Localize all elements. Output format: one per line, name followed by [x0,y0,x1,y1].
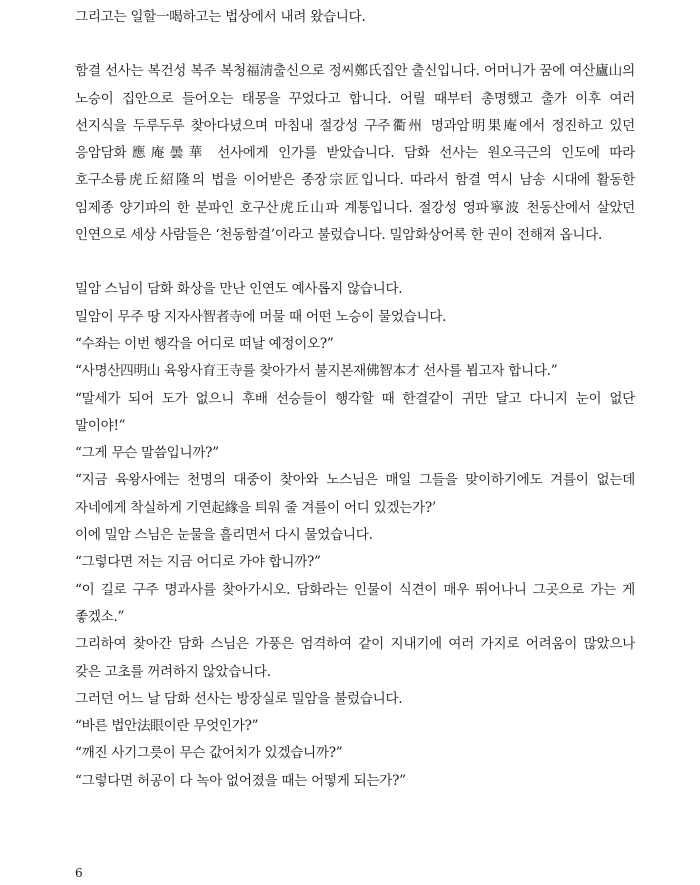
dialogue-line: “바른 법안法眼이란 무엇인가?” [75,718,259,735]
paragraph-line: 밀암 스님이 담화 화상을 만난 인연도 예사롭지 않습니다. [75,281,403,298]
dialogue-line: “사명산四明山 육왕사育王寺를 찾아가서 불지본재佛智本才 선사를 뵙고자 합니다.” [75,363,558,380]
dialogue-line: “지금 육왕사에는 천명의 대중이 찾아와 노스님은 매일 그들을 맞이하기에도 겨를이 없는데 자네에게 착실하게 기연起緣을 틔워 줄 겨를이 어디 있겠는가?’ [75,472,635,516]
paragraph-line: 그러던 어느 날 담화 선사는 방장실로 밀암을 불렀습니다. [75,690,403,707]
paragraph-line: 그리고는 일할一喝하고는 법상에서 내려 왔습니다. [75,9,366,25]
dialogue-line: “그게 무슨 말씀입니까?” [75,445,219,462]
dialogue-line: “말세가 되어 도가 없으니 후배 선승들이 행각할 때 한결같이 귀만 달고 다니지 눈이 없단 말이야!” [75,390,635,434]
paragraph-biography: 함결 선사는 복건성 복주 복청福淸출신으로 정씨鄭氏집안 출신입니다. 어머니가 꿈에 여산廬山의 노승이 집안으로 들어오는 태몽을 꾸었다고 합니다. 어릴 때부터 총명했고 출가 이후 여러 선지식을 두루두루 찾아다녔으며 마침내 절강성 구주衢州 명과암明果庵에서 정진하고 있던 응암담화應庵曇華 선사에게 인가를 받았습니다. 담화 선사는 원오극근의 인도에 따라 호구소륭虎丘紹隆의 법을 이어받은 종장宗匠입니다. 따라서 함결 역시 남송 시대에 활동한 임제종 양기파의 한 분파인 호구산虎丘山파 계통입니다. 절강성 영파寧波 천동산에서 살았던 인연으로 세상 사람들은 ‘천동함결’이라고 불렀습니다. 밀암화상어록 한 권이 전해져 옵니다. [75,63,635,244]
document-page [75,4,635,795]
dialogue-line: “그렇다면 허공이 다 녹아 없어졌을 때는 어떻게 되는가?” [75,772,406,789]
paragraph-line: 이에 밀암 스님은 눈물을 흘리면서 다시 물었습니다. [75,527,373,544]
paragraph-gap [75,31,635,58]
paragraph-gap [75,249,635,276]
dialogue-line: “깨진 사기그릇이 무슨 값어치가 있겠습니까?” [75,745,343,762]
dialogue-line: “그렇다면 저는 지금 어디로 가야 합니까?” [75,554,321,571]
paragraph-line: 밀암이 무주 땅 지자사智者寺에 머물 때 어떤 노승이 물었습니다. [75,308,447,325]
dialogue-line: “수좌는 이번 행각을 어디로 떠날 예정이오?” [75,335,334,352]
page-number: 6 [75,866,83,880]
dialogue-line: “이 길로 구주 명과사를 찾아가시오. 담화라는 인물이 식견이 매우 뛰어나니 그곳으로 가는 게 좋겠소.” [75,581,635,625]
paragraph-line: 그리하여 찾아간 담화 스님은 가풍은 엄격하여 같이 지내기에 여러 가지로 어려움이 많았으나 갖은 고초를 꺼려하지 않았습니다. [75,636,635,680]
